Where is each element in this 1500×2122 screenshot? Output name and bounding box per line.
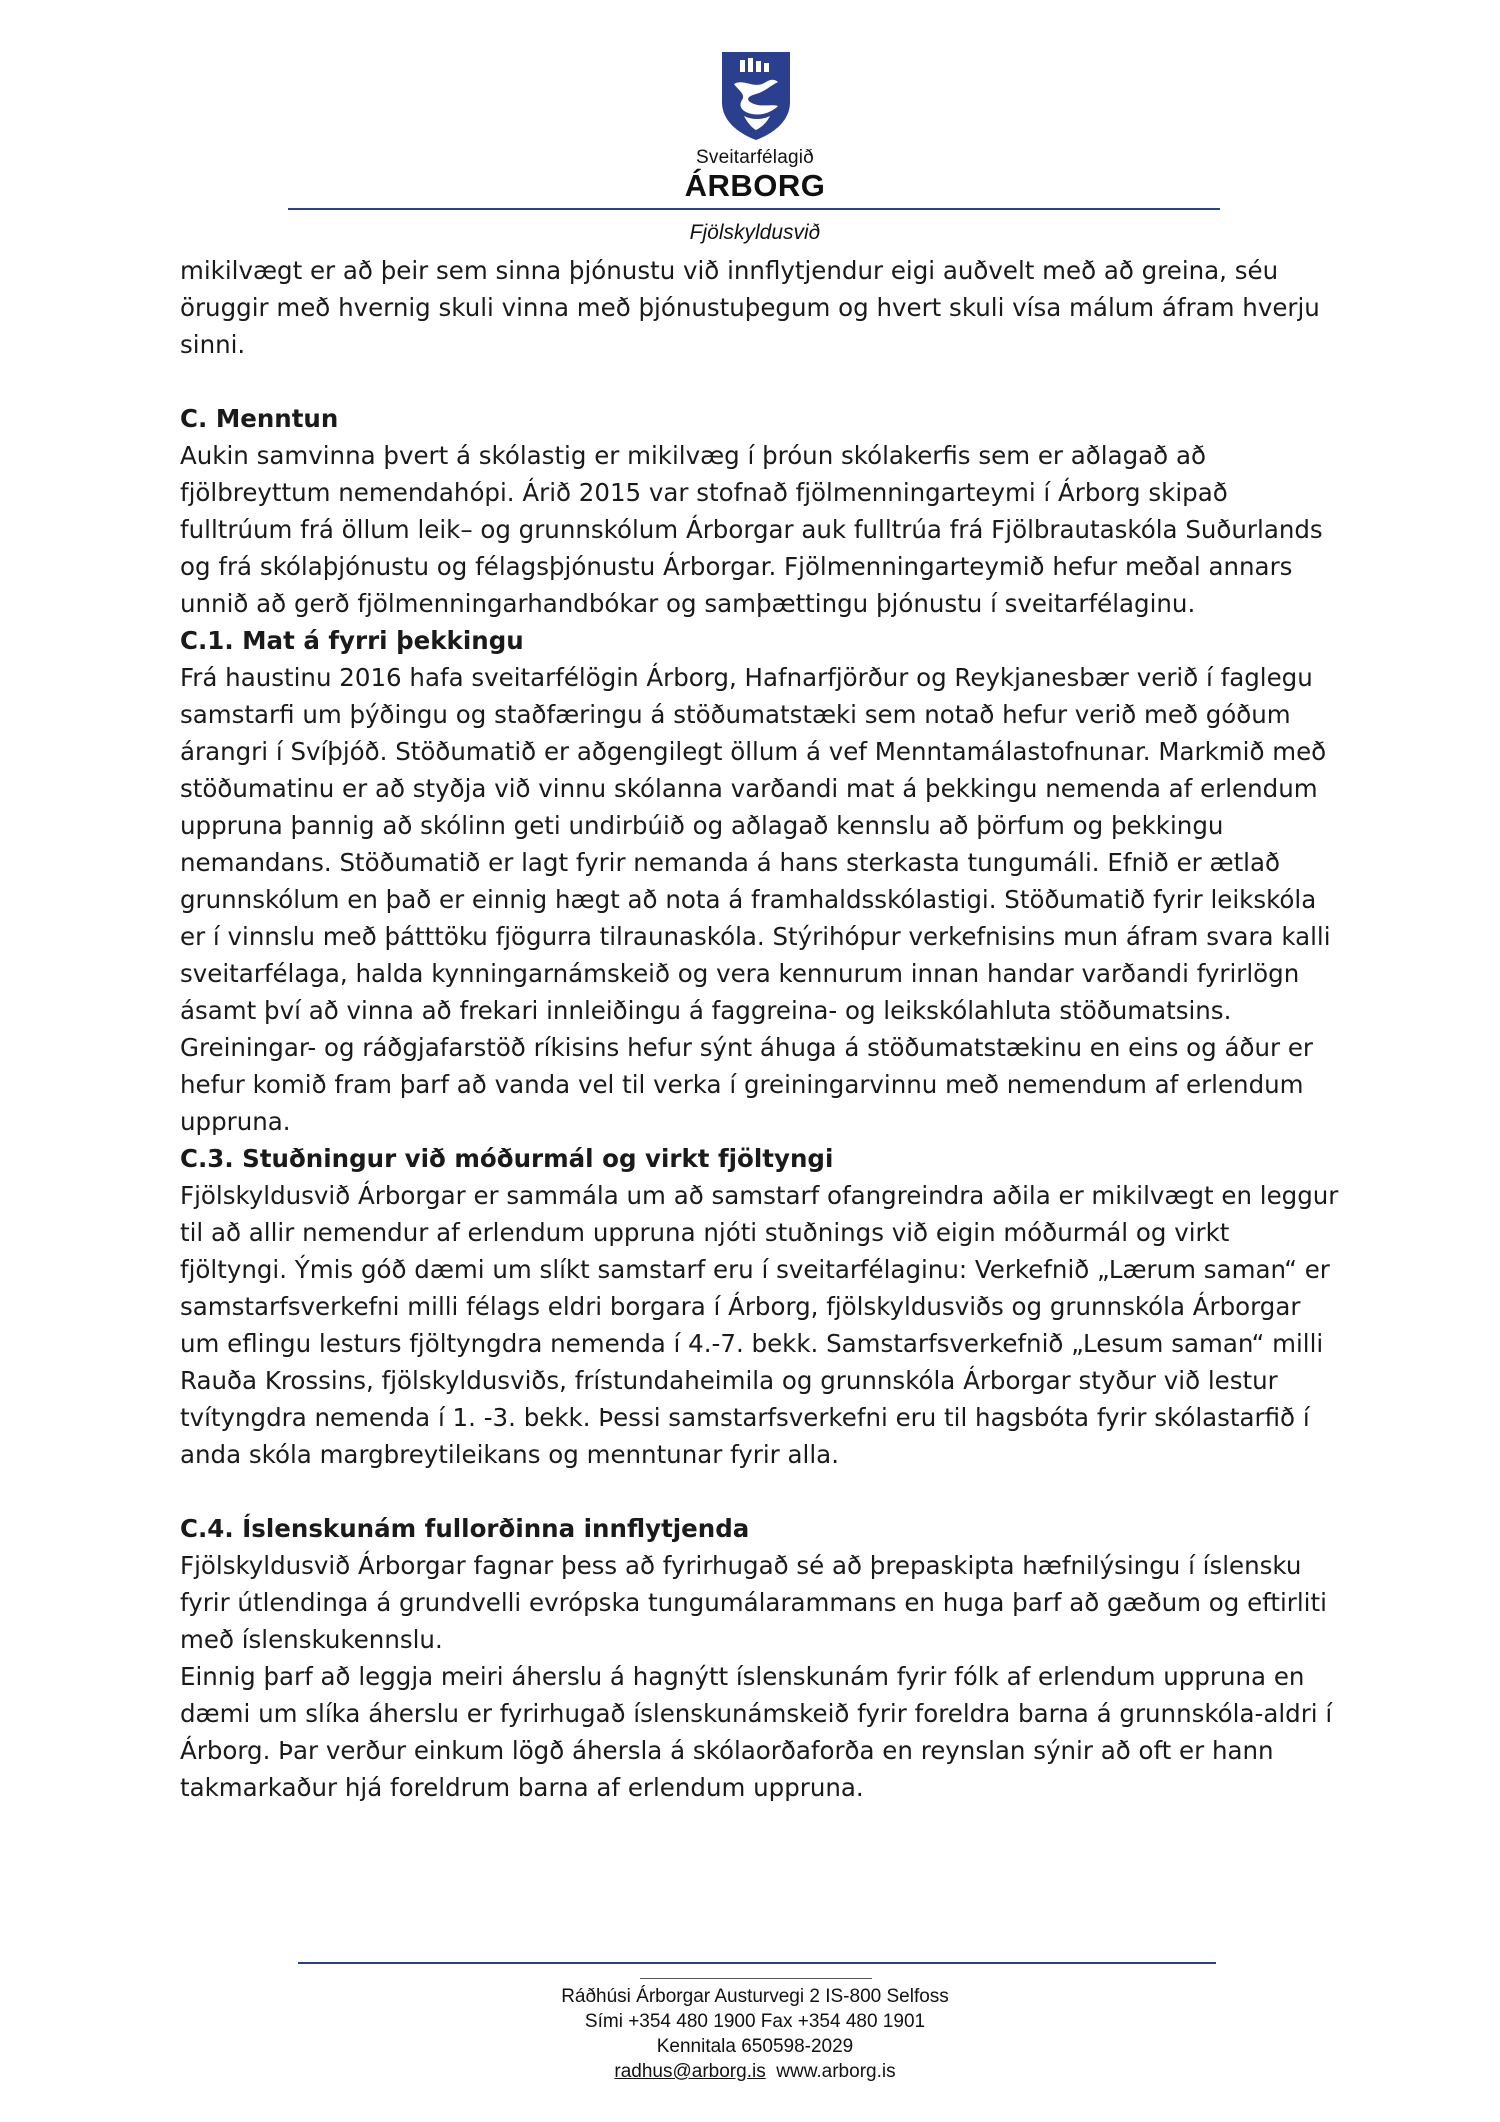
header-divider [288,208,1220,210]
spacer [180,363,1340,400]
footer-address: Ráðhúsi Árborgar Austurvegi 2 IS-800 Selfoss [561,1986,949,2007]
section-c4-text-2: Einnig þarf að leggja meiri áherslu á hagnýtt íslenskunám fyrir fólk af erlendum uppruna en dæmi um slíka áherslu er fyrirhugað íslenskunámskeið fyrir foreldra barna á grunnskóla-aldri í Árborg. Þar verður einkum lögð áhersla á skólaorðaforða en reynslan sýnir að oft er hann takmarkaður hjá foreldrum barna af erlendum uppruna. [180,1662,1333,1802]
footer-short-divider [640,1978,872,1979]
spacer [180,1473,1340,1510]
intro-paragraph: mikilvægt er að þeir sem sinna þjónustu við innflytjendur eigi auðvelt með að greina, séu öruggir með hvernig skuli vinna með þjónustuþegum og hvert skuli vísa málum áfram hverju sinni. [180,256,1320,359]
org-name-line2: ÁRBORG [684,168,826,203]
section-c-text: Aukin samvinna þvert á skólastig er mikilvæg í þróun skólakerfis sem er aðlagað að fjölbreyttum nemendahópi. Árið 2015 var stofnað fjölmenningarteymi í Árborg skipað fulltrúum frá öllum leik– og grunnskólum Árborgar auk fulltrúa frá Fjölbrautaskóla Suðurlands og frá skólaþjónustu og félagsþjónustu Árborgar. Fjölmenningarteymið hefur meðal annars unnið að gerð fjölmenningarhandbókar og samþættingu þjónustu í sveitarfélaginu. [180,441,1323,618]
footer [450,1984,1060,2084]
footer-contact [450,2059,1060,2084]
footer-kennitala: Kennitala 650598-2029 [656,2036,854,2057]
org-name-line1: Sveitarfélagið [696,147,814,168]
section-c4-text-1: Fjölskyldusvið Árborgar fagnar þess að fyrirhugað sé að þrepaskipta hæfnilýsingu í íslensku fyrir útlendinga á grundvelli evrópska tungumálarammans en huga þarf að gæðum og eftirliti með íslenskukennslu. [180,1551,1327,1654]
division-name: Fjölskyldusvið [689,221,821,244]
footer-phone-fax: Sími +354 480 1900 Fax +354 480 1901 [584,2011,926,2032]
section-c1-text: Frá haustinu 2016 hafa sveitarfélögin Árborg, Hafnarfjörður og Reykjanesbær verið í faglegu samstarfi um þýðingu og staðfæringu á stöðumatstæki sem notað hefur verið með góðum árangri í Svíþjóð. Stöðumatið er aðgengilegt öllum á vef Menntamálastofnunar. Markmið með stöðumatinu er að styðja við vinnu skólanna varðandi mat á þekkingu nemenda af erlendum uppruna þannig að skólinn geti undirbúið og aðlagað kennslu að þörfum og þekkingu nemandans. Stöðumatið er lagt fyrir nemanda á hans sterkasta tungumáli. Efnið er ætlað grunnskólum en það er einnig hægt að nota á framhaldsskólastigi. Stöðumatið fyrir leikskóla er í vinnslu með þátttöku fjögurra tilraunaskóla. Stýrihópur verkefnisins mun áfram svara kalli sveitarfélaga, halda kynningarnámskeið og vera kennurum innan handar varðandi fyrirlögn ásamt því að vinna að frekari innleiðingu á faggreina- og leikskólahluta stöðumatsins. Greiningar- og ráðgjafarstöð ríkisins hefur sýnt áhuga á stöðumatstækinu en eins og áður er hefur komið fram þarf að vanda vel til verka í greiningarvinnu með nemendum af erlendum uppruna. [180,663,1331,1136]
section-c3-heading: C.3. Stuðningur við móðurmál og virkt fjöltyngi [180,1144,834,1173]
section-c3-text: Fjölskyldusvið Árborgar er sammála um að samstarf ofangreindra aðila er mikilvægt en leggur til að allir nemendur af erlendum uppruna njóti stuðnings við eigin móðurmál og virkt fjöltyngi. Ýmis góð dæmi um slíkt samstarf eru í sveitarfélaginu: Verkefnið „Lærum saman“ er samstarfsverkefni milli félags eldri borgara í Árborg, fjölskyldusviðs og grunnskóla Árborgar um eflingu lesturs fjöltyngdra nemenda í 4.-7. bekk. Samstarfsverkefnið „Lesum saman“ milli Rauða Krossins, fjölskyldusviðs, frístundaheimila og grunnskóla Árborgar styður við lestur tvítyngdra nemenda í 1. -3. bekk. Þessi samstarfsverkefni eru til hagsbóta fyrir skólastarfið í anda skóla margbreytileikans og menntunar fyrir alla. [180,1181,1339,1469]
section-c-heading: C. Menntun [180,404,339,433]
section-c1-heading: C.1. Mat á fyrri þekkingu [180,626,524,655]
footer-website[interactable]: www.arborg.is [776,2061,896,2082]
document-body [180,252,1340,1806]
arborg-coat-of-arms-icon [720,50,792,142]
letterhead [0,0,1500,250]
section-c4-heading: C.4. Íslenskunám fullorðinna innflytjenda [180,1514,750,1543]
footer-email-link[interactable]: radhus@arborg.is [614,2061,766,2082]
footer-divider [298,1962,1216,1964]
